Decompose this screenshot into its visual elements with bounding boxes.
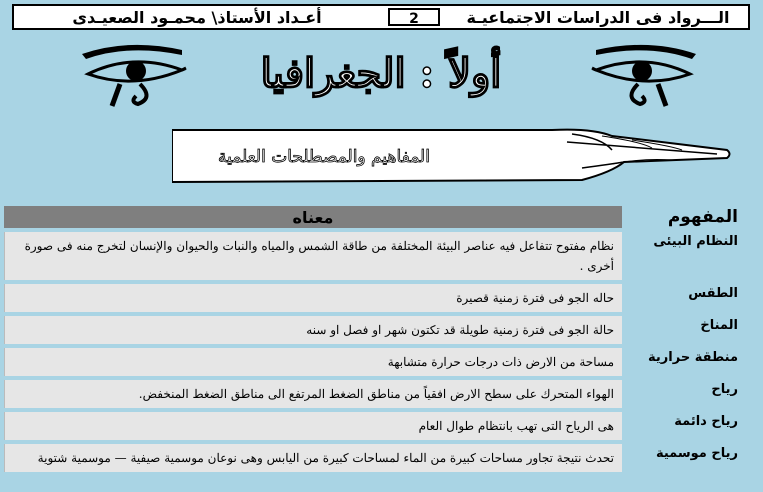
- definition-cell: هى الرياح التى تهب بانتظام طوال العام: [4, 412, 622, 440]
- term-cell: رياح موسمية: [622, 444, 744, 472]
- banner-text: المفاهيم والمصطلحات العلمية: [218, 147, 430, 167]
- header-author: أعـداد الأستاذ\ محمـود الصعيـدى: [72, 7, 322, 27]
- header-title: الـــرواد فى الدراسات الاجتماعيـة: [466, 7, 730, 27]
- term-cell: رياح دائمة: [622, 412, 744, 440]
- term-cell: رياح: [622, 380, 744, 408]
- definition-cell: تحدث نتيجة تجاور مساحات كبيرة من الماء لمساحات كبيرة من اليابس وهى نوعان موسمية صيفية — موسمية شتوية: [4, 444, 622, 472]
- definition-cell: الهواء المتحرك على سطح الارض افقياً من مناطق الضغط المرتفع الى مناطق الضغط المنخفض.: [4, 380, 622, 408]
- column-header-term: المفهوم: [622, 206, 744, 228]
- terms-table: [4, 202, 744, 476]
- table-row: [4, 232, 744, 280]
- definition-cell: حالة الجو فى فترة زمنية طويلة قد تكتون شهر او فصل او سنه: [4, 316, 622, 344]
- section-title: أولاً : الجغرافيا: [260, 50, 502, 97]
- term-cell: الطقس: [622, 284, 744, 312]
- page-number: 2: [388, 8, 440, 26]
- eye-of-horus-icon: [590, 40, 700, 110]
- term-cell: المناخ: [622, 316, 744, 344]
- table-row: [4, 284, 744, 312]
- definition-cell: مساحة من الارض ذات درجات حرارة متشابهة: [4, 348, 622, 376]
- definition-cell: نظام مفتوح تتفاعل فيه عناصر البيئة المختلفة من طاقة الشمس والمياه والنبات والحيوان والإنسان لتخرج منه فى صورة أخرى .: [4, 232, 622, 280]
- table-row: [4, 316, 744, 344]
- term-cell: منطقة حرارية: [622, 348, 744, 376]
- table-row: [4, 412, 744, 440]
- table-row: [4, 444, 744, 472]
- eye-of-horus-icon: [78, 40, 188, 110]
- term-cell: النظام البيئى: [622, 232, 744, 280]
- column-header-definition: معناه: [4, 206, 622, 228]
- page-header: [12, 4, 750, 30]
- table-row: [4, 380, 744, 408]
- definition-cell: حاله الجو فى فترة زمنية قصيرة: [4, 284, 622, 312]
- table-row: [4, 348, 744, 376]
